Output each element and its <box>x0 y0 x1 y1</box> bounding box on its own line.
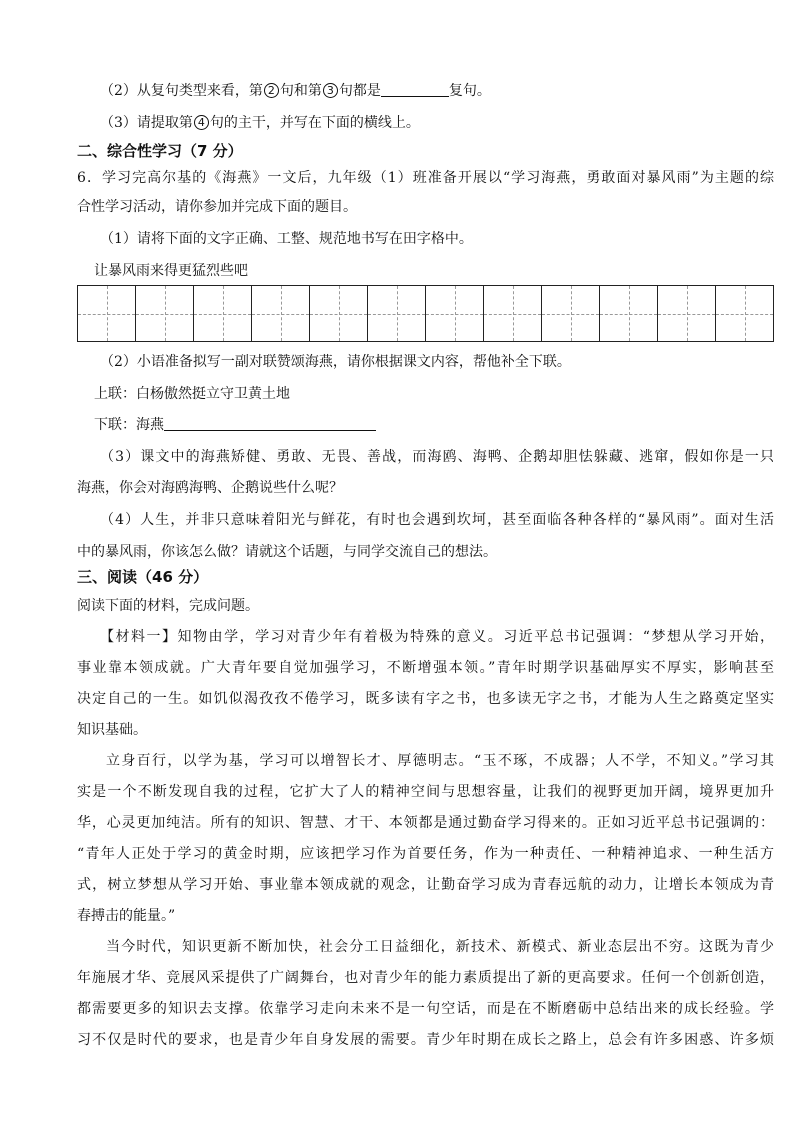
para2-line: 华，心灵更加纯洁。所有的知识、智慧、才干、本领都是通过勤奋学习得来的。正如习近平总书记强调的： <box>77 815 774 831</box>
grid-cell[interactable] <box>484 286 542 341</box>
para3-line: 习不仅是时代的要求，也是青少年自身发展的需要。青少年时期在成长之路上，总会有许多困惑、许多烦 <box>77 1032 774 1048</box>
q5-item2-text-d: 复句。 <box>448 83 491 99</box>
grid-cell[interactable] <box>658 286 716 341</box>
q5-item3-text-a: （3）请提取第 <box>100 115 193 131</box>
para2-line: 式，树立梦想从学习开始、事业靠本领成就的观念，让勤奋学习成为青春远航的动力，让增长本领成为青 <box>77 877 774 893</box>
q6-line-1: 6．学习完高尔基的《海燕》一文后，九年级（1）班准备开展以“学习海燕，勇敢面对暴风雨”为主题的综 <box>77 170 774 186</box>
q6-part-3-line-2: 海燕，你会对海鸥海鸭、企鹅说些什么呢？ <box>77 480 343 496</box>
q5-item3-text-b: 句的主干，并写在下面的横线上。 <box>209 115 420 131</box>
copy-text: 让暴风雨来得更猛烈些吧 <box>94 263 248 279</box>
circled-number-4: 4 <box>194 115 209 130</box>
grid-cell[interactable] <box>136 286 194 341</box>
q5-item2 <box>100 82 491 100</box>
grid-cell[interactable] <box>252 286 310 341</box>
couplet-lower-label: 下联：海燕 <box>94 417 164 433</box>
q6-part-3-line-1: （3）课文中的海燕矫健、勇敢、无畏、善战，而海鸥、海鸭、企鹅却胆怯躲藏、逃窜，假如你是一只 <box>100 449 774 465</box>
para3-line: 当今时代，知识更新不断加快，社会分工日益细化，新技术、新模式、新业态层出不穷。这既为青少 <box>106 939 774 955</box>
para1-line: 【材料一】知物由学，学习对青少年有着极为特殊的意义。习近平总书记强调：“梦想从学习开始， <box>100 629 774 645</box>
q5-item2-text-c: 句都是 <box>338 83 381 99</box>
grid-cell[interactable] <box>194 286 252 341</box>
q5-item3 <box>100 114 420 132</box>
circled-number-3: 3 <box>323 83 338 98</box>
couplet-answer-blank[interactable] <box>164 416 376 431</box>
grid-cell[interactable] <box>368 286 426 341</box>
q6-part-4-line-2: 中的暴风雨，你该怎么做？请就这个话题，与同学交流自己的想法。 <box>77 544 497 560</box>
couplet-upper: 上联：白杨傲然挺立守卫黄土地 <box>94 386 290 402</box>
q6-part-1: （1）请将下面的文字正确、工整、规范地书写在田字格中。 <box>100 231 473 247</box>
reading-intro: 阅读下面的材料，完成问题。 <box>77 598 259 614</box>
section-3-title: 三、阅读（46 分） <box>77 568 209 586</box>
section-2-title: 二、综合性学习（7 分） <box>77 142 243 160</box>
para2-line: 立身百行，以学为基，学习可以增智长才、厚德明志。“玉不琢，不成器；人不学，不知义。”学习其 <box>106 753 774 769</box>
para1-line: 事业靠本领成就。广大青年要自觉加强学习，不断增强本领。”青年时期学识基础厚实不厚实，影响甚至 <box>77 660 774 676</box>
grid-cell[interactable] <box>426 286 484 341</box>
grid-cell[interactable] <box>78 286 136 341</box>
q5-item2-text-b: 句和第 <box>279 83 322 99</box>
grid-cell[interactable] <box>716 286 773 341</box>
para3-line: 年施展才华、竞展风采提供了广阔舞台，也对青少年的能力素质提出了新的更高要求。任何一个创新创造， <box>77 970 774 986</box>
q5-item2-text-a: （2）从复句类型来看，第 <box>100 83 263 99</box>
couplet-lower <box>94 416 376 434</box>
para2-line: “青年人正处于学习的黄金时期，应该把学习作为首要任务，作为一种责任、一种精神追求、一种生活方 <box>77 846 774 862</box>
para1-line: 知识基础。 <box>77 722 147 738</box>
answer-blank-q5-2[interactable] <box>381 82 449 97</box>
grid-cell[interactable] <box>310 286 368 341</box>
para3-line: 都需要更多的知识去支撑。依靠学习走向未来不是一句空话，而是在不断磨砺中总结出来的成长经验。学 <box>77 1001 774 1017</box>
tian-grid[interactable] <box>77 285 774 342</box>
grid-cell[interactable] <box>542 286 600 341</box>
q6-part-4-line-1: （4）人生，并非只意味着阳光与鲜花，有时也会遇到坎坷，甚至面临各种各样的“暴风雨”。面对生活 <box>100 512 774 528</box>
para1-line: 决定自己的一生。如饥似渴孜孜不倦学习，既多读有字之书，也多读无字之书，才能为人生之路奠定坚实 <box>77 691 774 707</box>
grid-cell[interactable] <box>600 286 658 341</box>
q6-part-2: （2）小语准备拟写一副对联赞颂海燕，请你根据课文内容，帮他补全下联。 <box>100 354 571 370</box>
para2-line: 实是一个不断发现自我的过程，它扩大了人的精神空间与思想容量，让我们的视野更加开阔，境界更加升 <box>77 784 774 800</box>
para2-line: 春搏击的能量。” <box>77 908 176 924</box>
circled-number-2: 2 <box>264 83 279 98</box>
q6-line-2: 合性学习活动，请你参加并完成下面的题目。 <box>77 199 357 215</box>
